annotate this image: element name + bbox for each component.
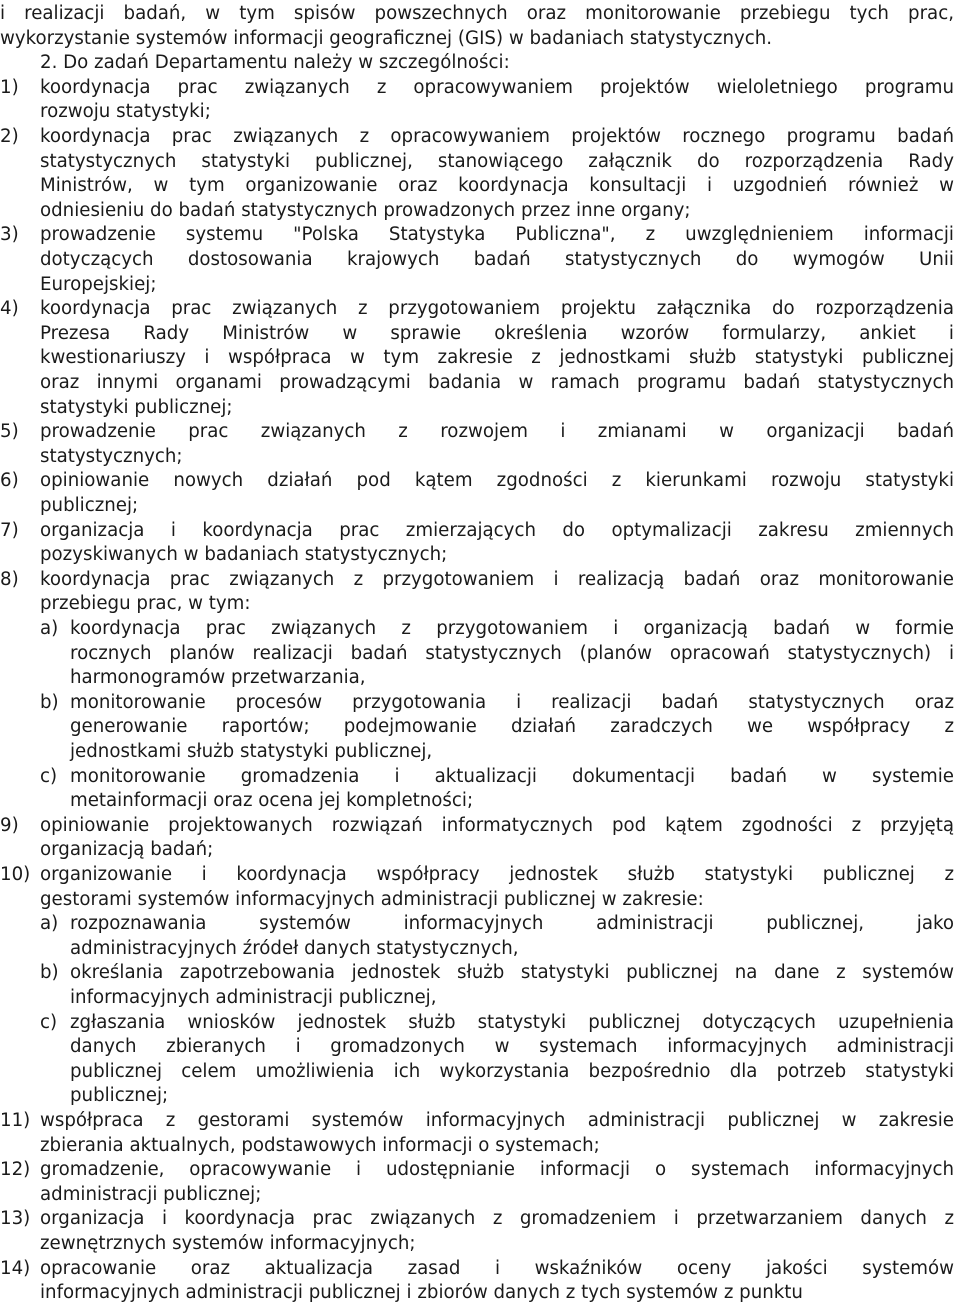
list-item-line: rozwoju statystyki; [40, 101, 211, 123]
list-item-line: jednostkami służb statystyki publicznej, [70, 741, 433, 762]
list-item-line: koordynacja prac związanych z przygotowaniem i organizacją badań w formie [70, 618, 954, 639]
list-number: 13) [0, 1208, 31, 1230]
list-item-line: Europejskiej; [40, 273, 157, 295]
list-item-line: odniesieniu do badań statystycznych prowadzonych przez inne organy; [40, 199, 691, 221]
list-item-line: generowanie raportów; podejmowanie działań zaradczych we współpracy z [70, 716, 954, 738]
section-heading: 2. Do zadań Departamentu należy w szczególności: [40, 52, 510, 74]
list-item-line: kwestionariuszy i współpraca w tym zakresie z jednostkami służb statystyki publicznej [40, 347, 954, 369]
list-item-line: opiniowanie projektowanych rozwiązań informatycznych pod kątem zgodności z przyjętą [40, 814, 954, 836]
list-item-line: koordynacja prac związanych z opracowywaniem projektów wieloletniego programu [40, 76, 954, 98]
list-item-line: harmonogramów przetwarzania, [70, 667, 366, 689]
list-item-line: informacyjnych administracji publicznej i zbiorów danych z tych systemów z punktu [40, 1282, 803, 1304]
list-item-line: prowadzenie systemu "Polska Statystyka Publiczna", z uwzględnieniem informacji [40, 224, 954, 246]
list-number: a) [40, 913, 59, 935]
list-item-line: koordynacja prac związanych z przygotowaniem projektu załącznika do rozporządzenia [40, 298, 954, 320]
list-number: 10) [0, 864, 31, 885]
list-item-line: danych zbieranych i gromadzonych w systemach informacyjnych administracji [70, 1036, 954, 1058]
list-item-line: publicznej celem umożliwienia ich wykorzystania bezpośrednio dla potrzeb statystyki [70, 1060, 954, 1082]
list-number: 8) [0, 568, 19, 590]
list-item-line: administracji publicznej; [40, 1183, 262, 1205]
list-item-line: prowadzenie prac związanych z rozwojem i zmianami w organizacji badań [40, 421, 954, 443]
list-item-line: dotyczących dostosowania krajowych badań statystycznych do wymogów Unii [40, 249, 954, 270]
list-number: 3) [0, 224, 19, 246]
list-item-line: organizacja i koordynacja prac związanych z gromadzeniem i przetwarzaniem danych z [40, 1208, 954, 1230]
list-item-line: organizacja i koordynacja prac zmierzających do optymalizacji zakresu zmiennych [40, 519, 954, 541]
paragraph-line: i realizacji badań, w tym spisów powszechnych oraz monitorowanie przebiegu tych prac, [0, 3, 954, 24]
list-item-line: oraz innymi organami prowadzącymi badania w ramach programu badań statystycznych [40, 372, 954, 393]
list-item-line: informacyjnych administracji publicznej, [70, 987, 437, 1008]
list-number: a) [40, 618, 59, 639]
list-item-line: metainformacji oraz ocena jej kompletności; [70, 790, 474, 812]
list-number: 14) [0, 1257, 31, 1279]
list-item-line: rocznych planów realizacji badań statystycznych (planów opracowań statystycznych) i [70, 642, 954, 664]
list-number: 5) [0, 421, 19, 443]
list-number: 2) [0, 126, 19, 147]
list-number: 12) [0, 1159, 31, 1181]
list-item-line: gromadzenie, opracowywanie i udostępnianie informacji o systemach informacyjnych [40, 1159, 954, 1181]
list-item-line: monitorowanie procesów przygotowania i realizacji badań statystycznych oraz [70, 691, 954, 713]
list-item-line: zgłaszania wniosków jednostek służb statystyki publicznej dotyczących uzupełnienia [70, 1011, 954, 1033]
list-item-line: koordynacja prac związanych z opracowywaniem projektów rocznego programu badań [40, 126, 954, 147]
list-number: b) [40, 962, 59, 984]
list-number: 1) [0, 76, 19, 98]
list-item-line: statystyki publicznej; [40, 396, 233, 418]
list-item-line: pozyskiwanych w badaniach statystycznych; [40, 544, 448, 566]
list-item-line: przebiegu prac, w tym: [40, 593, 251, 615]
list-item-line: monitorowanie gromadzenia i aktualizacji dokumentacji badań w systemie [70, 765, 954, 787]
list-number: 11) [0, 1110, 31, 1131]
list-item-line: rozpoznawania systemów informacyjnych administracji publicznej, jako [70, 913, 954, 935]
list-item-line: koordynacja prac związanych z przygotowaniem i realizacją badań oraz monitorowanie [40, 568, 954, 590]
list-number: c) [40, 1011, 58, 1033]
list-number: c) [40, 765, 58, 787]
list-item-line: statystycznych statystyki publicznej, stanowiącego załącznik do rozporządzenia Rady [40, 150, 954, 172]
list-number: 7) [0, 519, 19, 541]
list-item-line: opracowanie oraz aktualizacja zasad i wskaźników oceny jakości systemów [40, 1257, 954, 1279]
list-item-line: publicznej; [70, 1085, 169, 1107]
list-item-line: zewnętrznych systemów informacyjnych; [40, 1233, 416, 1254]
list-item-line: administracyjnych źródeł danych statystycznych, [70, 937, 519, 959]
list-item-line: współpraca z gestorami systemów informacyjnych administracji publicznej w zakresie [40, 1110, 954, 1131]
list-item-line: opiniowanie nowych działań pod kątem zgodności z kierunkami rozwoju statystyki [40, 470, 954, 492]
list-number: b) [40, 691, 59, 713]
list-item-line: określania zapotrzebowania jednostek służb statystyki publicznej na dane z systemów [70, 962, 954, 984]
list-number: 6) [0, 470, 19, 492]
list-item-line: Prezesa Rady Ministrów w sprawie określenia wzorów formularzy, ankiet i [40, 322, 954, 344]
list-item-line: organizacją badań; [40, 839, 214, 861]
list-item-line: zbierania aktualnych, podstawowych informacji o systemach; [40, 1134, 600, 1156]
paragraph-line: wykorzystanie systemów informacji geograficznej (GIS) w badaniach statystycznych. [0, 27, 773, 49]
list-item-line: Ministrów, w tym organizowanie oraz koordynacja konsultacji i uzgodnień również w [40, 175, 954, 197]
list-item-line: statystycznych; [40, 445, 183, 467]
list-number: 4) [0, 298, 19, 320]
list-item-line: gestorami systemów informacyjnych administracji publicznej w zakresie: [40, 888, 704, 910]
list-number: 9) [0, 814, 19, 836]
list-item-line: organizowanie i koordynacja współpracy jednostek służb statystyki publicznej z [40, 864, 954, 885]
list-item-line: publicznej; [40, 495, 139, 516]
